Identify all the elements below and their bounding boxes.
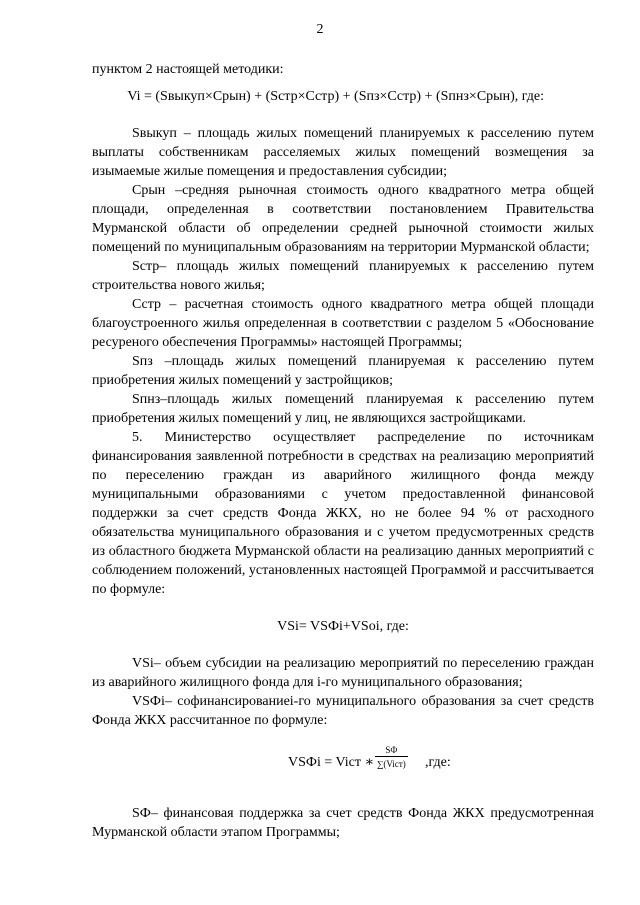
formula-vsfi (92, 744, 594, 782)
definition-s-pnz: Sпнз–площадь жилых помещений планируемая к расселению путем приобретения жилых помещений у лиц, не являющихся застройщиками. (92, 392, 594, 426)
definition-c-ryn: Срын –средняя рыночная стоимость одного квадратного метра общей площади, определенная в соответствии постановлением Правительства Мурманской области об определении средней рыночной стоимости жилых помещений по муниципальным образованиям на территории Мурманской области; (92, 183, 594, 255)
definition-vsfi: VSФi– софинансированиеi-го муниципального образования за счет средств Фонда ЖКХ рассчитанное по формуле: (92, 694, 594, 728)
page-number: 2 (316, 22, 324, 37)
formula-vsfi-tail: ,где: (425, 755, 451, 770)
definition-s-pz: Sпз –площадь жилых помещений планируемая к расселению путем приобретения жилых помещений у застройщиков; (92, 354, 594, 388)
item-5-paragraph: 5. Министерство осуществляет распределение по источникам финансирования заявленной потребности в средствах на реализацию мероприятий по переселению граждан из аварийного жилищного фонда между муниципальными образованиями с учетом предоставленной финансовой поддержки за счет средств Фонда ЖКХ, но не более 94 % от расходного обязательства муниципального образования и с учетом предусмотренных средств из областного бюджета Мурманской области на реализацию данных мероприятий с соблюдением положений, установленных настоящей Программой и рассчитывается по формуле: (92, 430, 594, 597)
intro-line: пунктом 2 настоящей методики: (92, 62, 284, 77)
definition-vsi: VSi– объем субсидии на реализацию мероприятий по переселению граждан из аварийного жилищного фонда для i-го муниципального образования; (92, 656, 594, 690)
definition-c-str: Сстр – расчетная стоимость одного квадратного метра общей площади благоустроенного жилья определенная в соответствии с разделом 5 «Обоснование ресуреного обеспечения Программы» настоящей Программы; (92, 297, 594, 350)
formula-vsfi-denominator: ∑(Viст) (377, 759, 406, 769)
formula-vsfi-lhs: VSФi = Viст ∗ (288, 755, 374, 770)
document-body (92, 60, 594, 842)
formula-vi: Vi = (Sвыкуп×Срын) + (Sстр×Сстр) + (Sпз×Сстр) + (Sпнз×Срын), где: (127, 89, 544, 104)
formula-vsfi-fraction (375, 744, 408, 770)
definition-sf: SФ– финансовая поддержка за счет средств Фонда ЖКХ предусмотренная Мурманской области этапом Программы; (92, 806, 594, 840)
formula-vsi: VSi= VSФi+VSoi, где: (277, 619, 409, 634)
definition-s-vykup: Sвыкуп – площадь жилых помещений планируемых к расселению путем выплаты собственникам расселяемых жилых помещений возмещения за изымаемые жилые помещения и предоставления субсидии; (92, 126, 594, 179)
formula-vsfi-numerator: SФ (375, 744, 408, 757)
definition-s-str: Sстр– площадь жилых помещений планируемых к расселению путем строительства нового жилья; (92, 259, 594, 293)
